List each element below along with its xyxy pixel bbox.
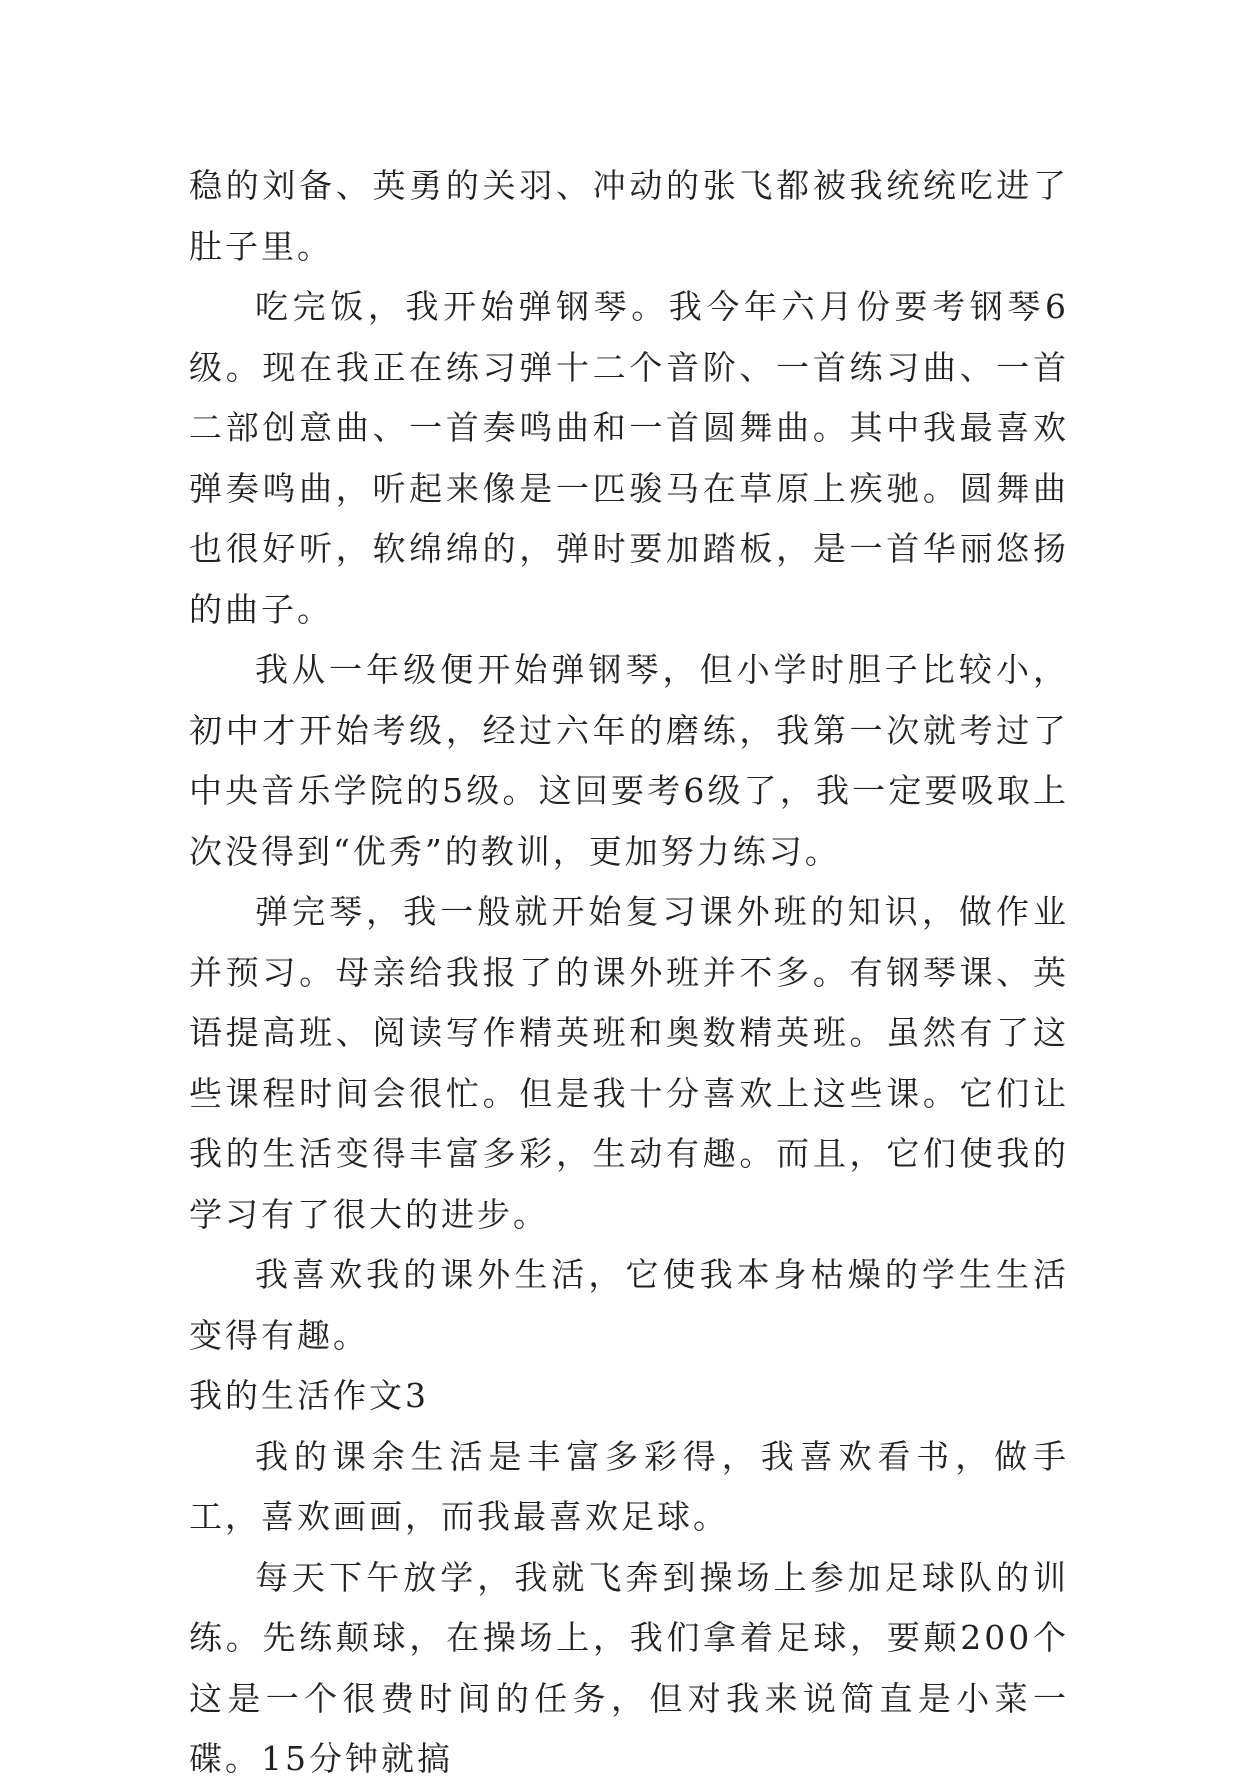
- paragraph-piano-practice: 吃完饭，我开始弹钢琴。我今年六月份要考钢琴6级。现在我正在练习弹十二个音阶、一首练习曲、一首二部创意曲、一首奏鸣曲和一首圆舞曲。其中我最喜欢弹奏鸣曲，听起来像是一匹骏马在草原上疾驰。圆舞曲也很好听，软绵绵的，弹时要加踏板，是一首华丽悠扬的曲子。: [189, 287, 1069, 629]
- section-heading: 我的生活作文3: [189, 1376, 429, 1415]
- paragraph-piano-history: 我从一年级便开始弹钢琴，但小学时胆子比较小，初中才开始考级，经过六年的磨练，我第一次就考过了中央音乐学院的5级。这回要考6级了，我一定要吸取上次没得到“优秀”的教训，更加努力练习。: [189, 650, 1069, 871]
- document-body: [189, 156, 1069, 1790]
- paragraph-football-training: 每天下午放学，我就飞奔到操场上参加足球队的训练。先练颠球，在操场上，我们拿着足球，要颠200个这是一个很费时间的任务，但对我来说简直是小菜一碟。15分钟就搞: [189, 1557, 1069, 1778]
- paragraph-continuation: 稳的刘备、英勇的关羽、冲动的张飞都被我统统吃进了肚子里。: [189, 166, 1069, 266]
- paragraph-hobbies: 我的课余生活是丰富多彩得，我喜欢看书，做手工，喜欢画画，而我最喜欢足球。: [189, 1436, 1069, 1536]
- paragraph-extracurricular-classes: 弹完琴，我一般就开始复习课外班的知识，做作业并预习。母亲给我报了的课外班并不多。有钢琴课、英语提高班、阅读写作精英班和奥数精英班。虽然有了这些课程时间会很忙。但是我十分喜欢上这些课。它们让我的生活变得丰富多彩，生动有趣。而且，它们使我的学习有了很大的进步。: [189, 892, 1069, 1234]
- paragraph-conclusion: 我喜欢我的课外生活，它使我本身枯燥的学生生活变得有趣。: [189, 1255, 1069, 1355]
